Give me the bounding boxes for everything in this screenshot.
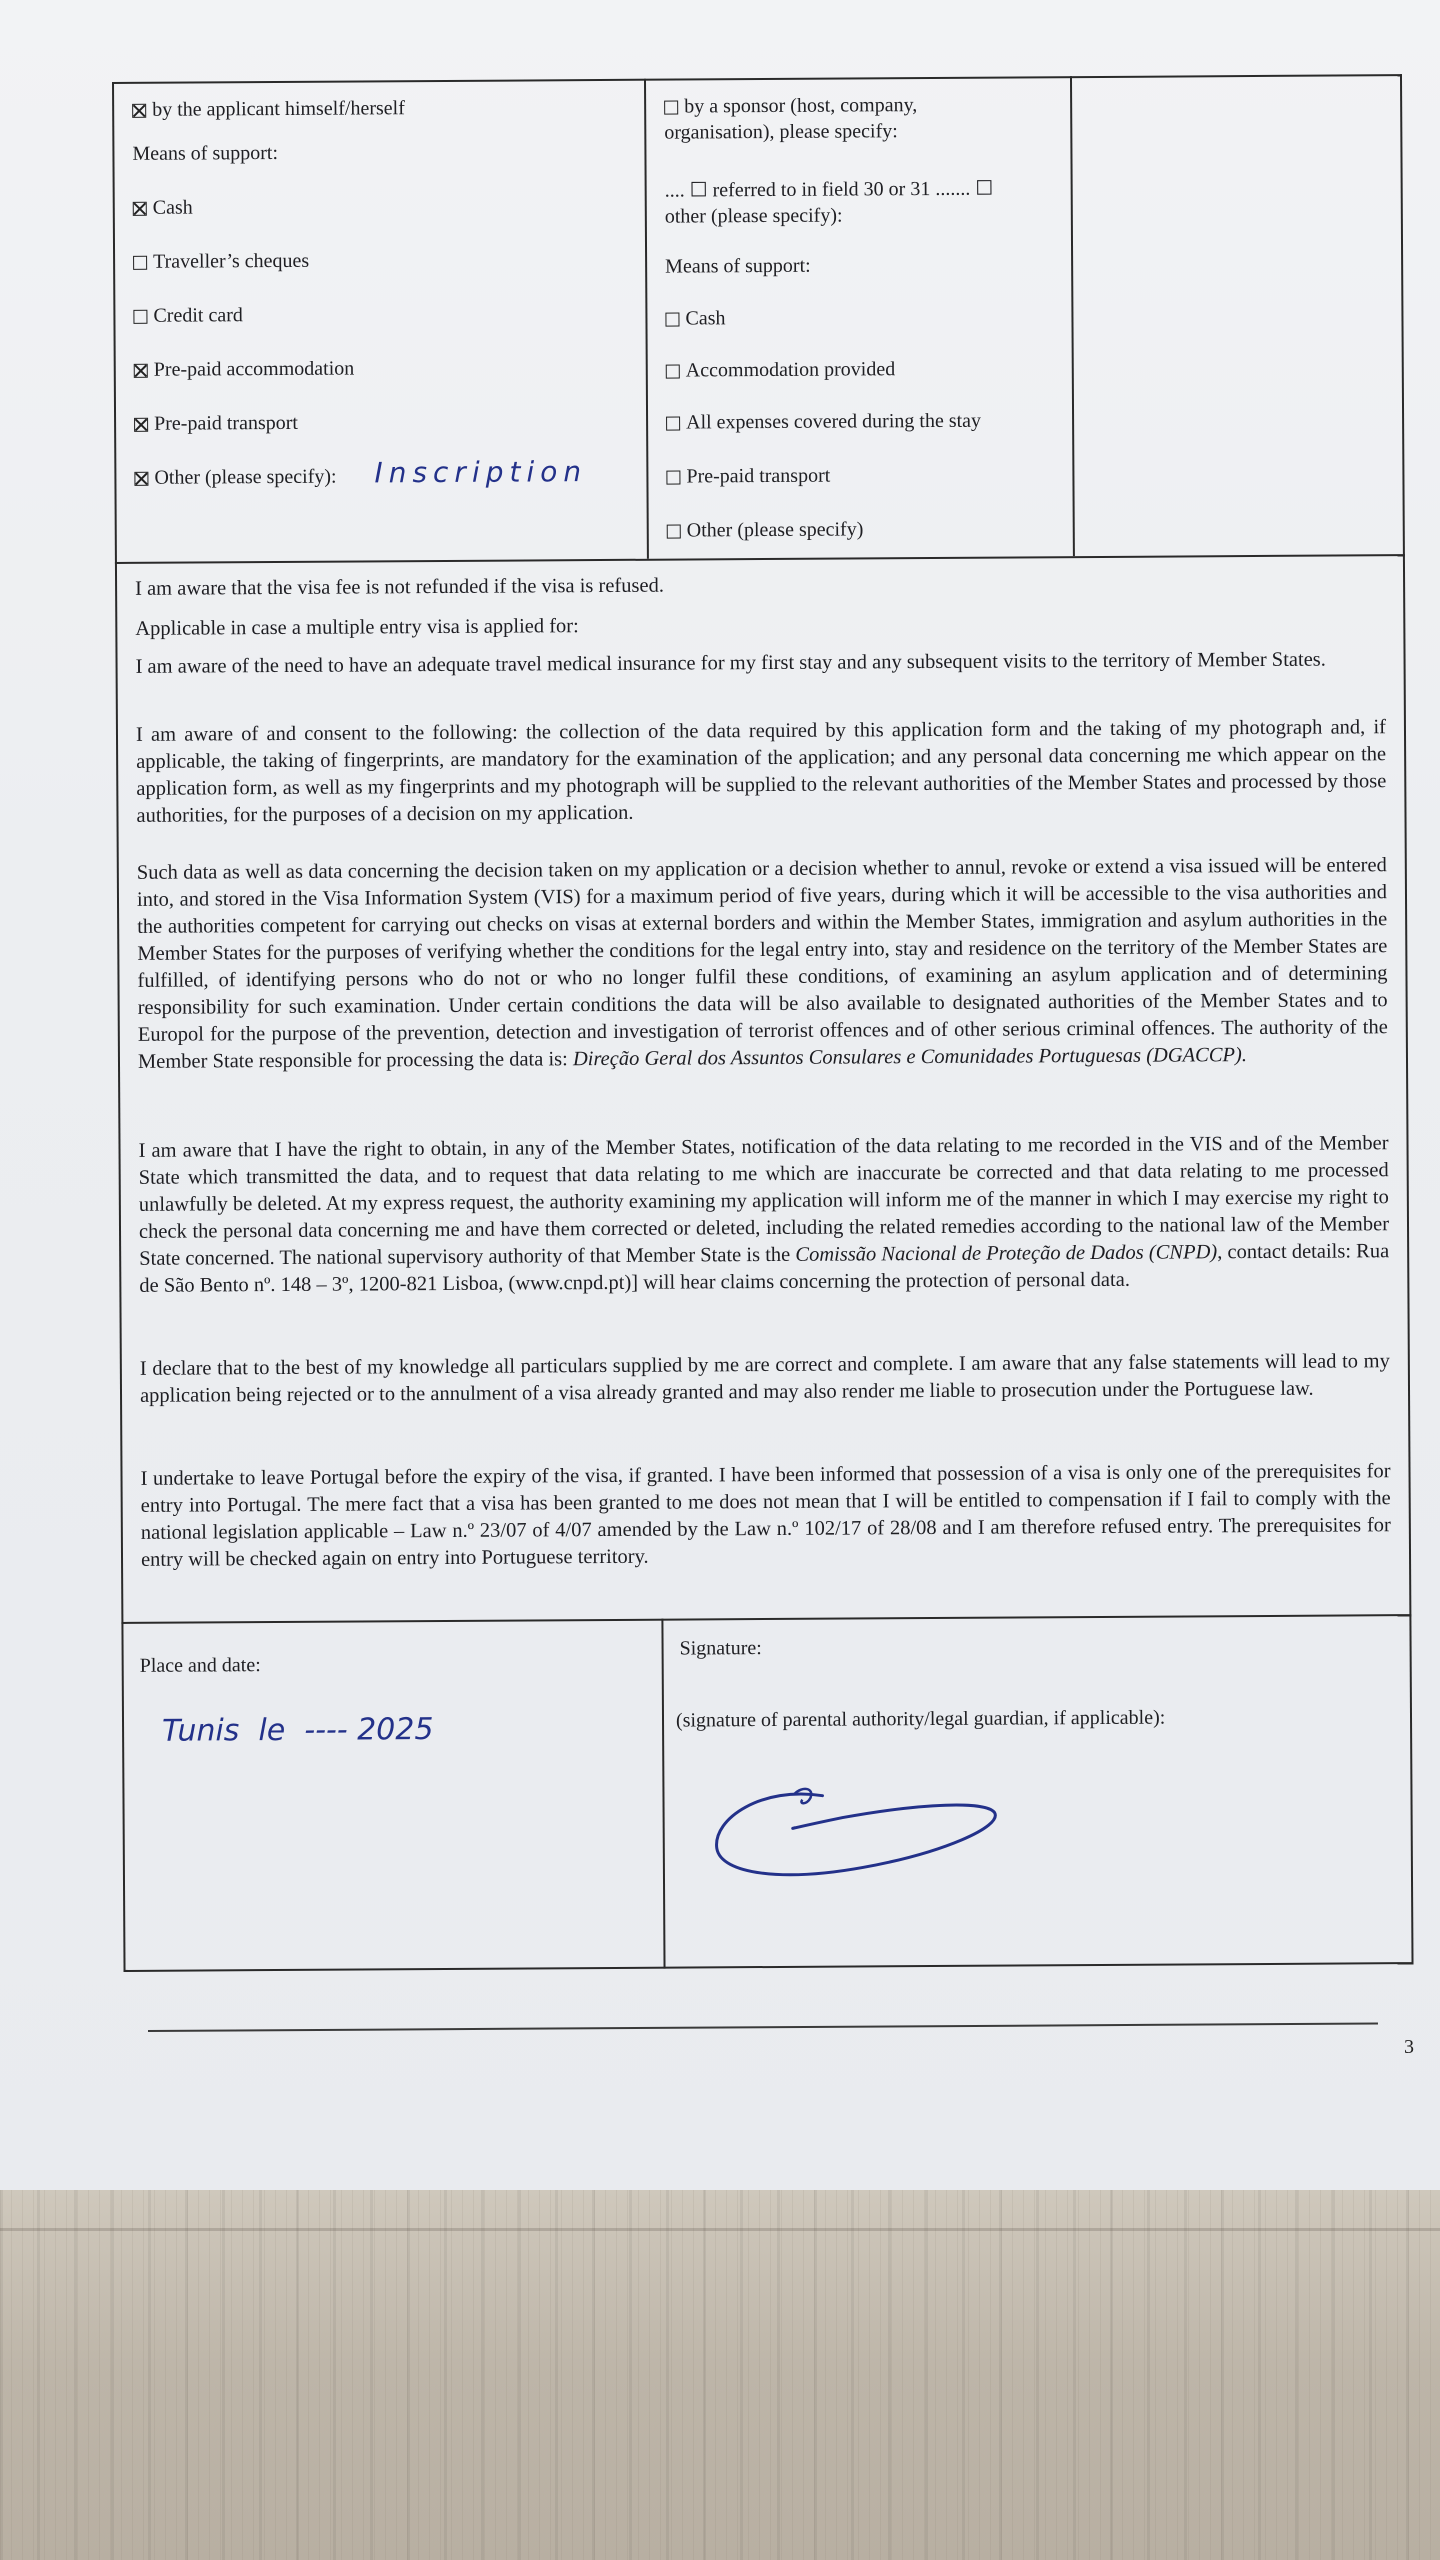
applicant-option[interactable] <box>132 96 405 122</box>
right-item-cash[interactable] <box>665 306 725 330</box>
signature-label: Signature: <box>679 1637 762 1660</box>
checkbox[interactable] <box>133 202 147 216</box>
item-label: Pre-paid transport <box>154 411 299 435</box>
decl-multiple-entry: Applicable in case a multiple entry visa is applied for: <box>135 615 579 640</box>
left-item-prepaid-transport[interactable] <box>134 411 298 436</box>
decl-vis-authority: Direção Geral dos Assuntos Consulares e Comunidades Portuguesas (DGACCP). <box>572 1044 1248 1071</box>
visa-form-page <box>112 74 1414 1972</box>
item-label: Pre-paid transport <box>686 464 831 488</box>
left-item-other[interactable] <box>134 465 336 490</box>
floor-seam <box>0 2228 1440 2231</box>
right-item-all-expenses[interactable] <box>666 409 981 435</box>
decl-fee: I am aware that the visa fee is not refunded if the visa is refused. <box>135 574 664 600</box>
item-label: Pre-paid accommodation <box>153 357 355 381</box>
item-label: Credit card <box>153 304 243 327</box>
checkbox[interactable] <box>134 364 148 378</box>
right-item-prepaid-transport[interactable] <box>666 464 830 489</box>
item-label: Cash <box>152 196 193 219</box>
checkbox[interactable] <box>134 418 148 432</box>
item-label: Other (please specify): <box>154 465 337 489</box>
decl-rights-authority: Comissão Nacional de Proteção de Dados (CNPD) <box>795 1241 1218 1266</box>
wood-floor <box>0 2190 1440 2560</box>
item-label: Traveller’s cheques <box>153 249 310 273</box>
place-date-label: Place and date: <box>139 1654 261 1677</box>
page-number: 3 <box>1404 2036 1414 2058</box>
checkbox[interactable] <box>133 256 147 270</box>
decl-truth: I declare that to the best of my knowledge all particulars supplied by me are correct and complete. I am aware that any false statements will lead to my application being rejected or to the annulment of a visa already granted and may also render me liable to prosecution under the Portuguese law. <box>139 1350 1390 1407</box>
sponsor-option[interactable] <box>664 93 917 119</box>
applicant-option-label: by the applicant himself/herself <box>152 97 405 121</box>
checkbox[interactable] <box>134 472 148 486</box>
signature-scribble <box>702 1776 1023 1888</box>
checkbox[interactable] <box>666 471 680 485</box>
decl-rights-tail: , contact details: Rua de São Bento nº. 148 – 3º, 1200-821 Lisboa, (www.cnpd.pt)] will hear claims concerning the protection of personal data. <box>139 1240 1390 1297</box>
checkbox[interactable] <box>132 104 146 118</box>
means-label-right: Means of support: <box>665 254 811 278</box>
place-date-handwritten: Tunis le ---- 2025 <box>161 1712 434 1749</box>
decl-vis <box>137 852 1388 1076</box>
referred-line: .... ☐ referred to in field 30 or 31 ....... ☐ <box>664 177 994 202</box>
right-item-other[interactable] <box>667 517 864 542</box>
checkbox[interactable] <box>666 365 680 379</box>
col-divider-1 <box>644 79 649 559</box>
item-label: Other (please specify) <box>686 518 864 542</box>
section-divider-1 <box>115 554 1405 564</box>
decl-rights <box>138 1130 1389 1300</box>
sponsor-line1: by a sponsor (host, company, <box>684 94 918 118</box>
guardian-label: (signature of parental authority/legal guardian, if applicable): <box>675 1706 1166 1732</box>
decl-undertake: I undertake to leave Portugal before the expiry of the visa, if granted. I have been informed that possession of a visa is only one of the prerequisites for entry into Portugal. The mere fact that a visa has been granted to me does not mean that I will be entitled to compensation if I fail to comply with the national legislation applicable – Law n.º 23/07 of 4/07 amended by the Law n.º 102/17 of 28/08 and I am therefore refused entry. The prerequisites for entry will be checked again on entry into Portuguese territory. <box>140 1460 1391 1571</box>
decl-consent: I am aware of and consent to the following: the collection of the data required by this application form and the taking of my photograph and, if applicable, the taking of fingerprints, are mandatory for the examination of the application; and any personal data concerning me which appear on the application form, as well as my fingerprints and my photograph will be supplied to the relevant authorities of the Member States and processed by those authorities, for the purposes of a decision on my application. <box>135 716 1387 827</box>
checkbox[interactable] <box>664 101 678 115</box>
item-label: Accommodation provided <box>685 358 896 382</box>
left-item-prepaid-accommodation[interactable] <box>134 357 355 382</box>
checkbox[interactable] <box>665 313 679 327</box>
checkbox[interactable] <box>133 310 147 324</box>
left-item-cash[interactable] <box>133 196 193 220</box>
section-divider-2 <box>121 1614 1411 1624</box>
col-divider-2 <box>1070 76 1075 556</box>
decl-insurance: I am aware of the need to have an adequate travel medical insurance for my first stay and any subsequent visits to the territory of Member States. <box>135 648 1326 678</box>
decl-rights-text: I am aware that I have the right to obtain, in any of the Member States, notification of the data relating to me recorded in the VIS and of the Member State which transmitted the data, and to request that data relating to me which are inaccurate be corrected and that data relating to me processed unlawfully be deleted. At my express request, the authority examining my application will inform me of the manner in which I may exercise my right to check the personal data concerning me and have them corrected or deleted, including the related remedies according to the national law of the Member State concerned. The national supervisory authority of that Member State is the <box>138 1132 1390 1270</box>
checkbox[interactable] <box>666 417 680 431</box>
item-label: Cash <box>685 307 726 330</box>
left-item-credit-card[interactable] <box>133 303 243 328</box>
decl-vis-text: Such data as well as data concerning the decision taken on my application or a decision whether to annul, revoke or extend a visa issued will be entered into, and stored in the Visa Information System (VIS) for a maximum period of five years, during which it will be accessible to the visa authorities and the authorities competent for carrying out checks on visas at external borders and within the Member States, immigration and asylum authorities in the Member States for the purposes of verifying whether the conditions for the legal entry into, stay and residence on the territory of the Member States are fulfilled, of identifying persons who do not or who no longer fulfil these conditions, of examining an asylum application and of determining responsibility for such examination. Under certain conditions the data will be also available to designated authorities of the Member States and to Europol for the purpose of the prevention, detection and investigation of terrorist offences and of other serious criminal offences. The authority of the Member State responsible for processing the data is: <box>136 854 1388 1073</box>
means-label-left: Means of support: <box>132 141 279 165</box>
other-specify: other (please specify): <box>664 204 843 228</box>
left-item-travellers-cheques[interactable] <box>133 249 309 274</box>
other-handwritten: Inscription <box>374 455 588 490</box>
item-label: All expenses covered during the stay <box>686 409 982 434</box>
right-item-accommodation[interactable] <box>666 357 896 382</box>
checkbox[interactable] <box>667 525 681 539</box>
sponsor-line2: organisation), please specify: <box>664 120 898 144</box>
sig-divider <box>661 1619 665 1969</box>
